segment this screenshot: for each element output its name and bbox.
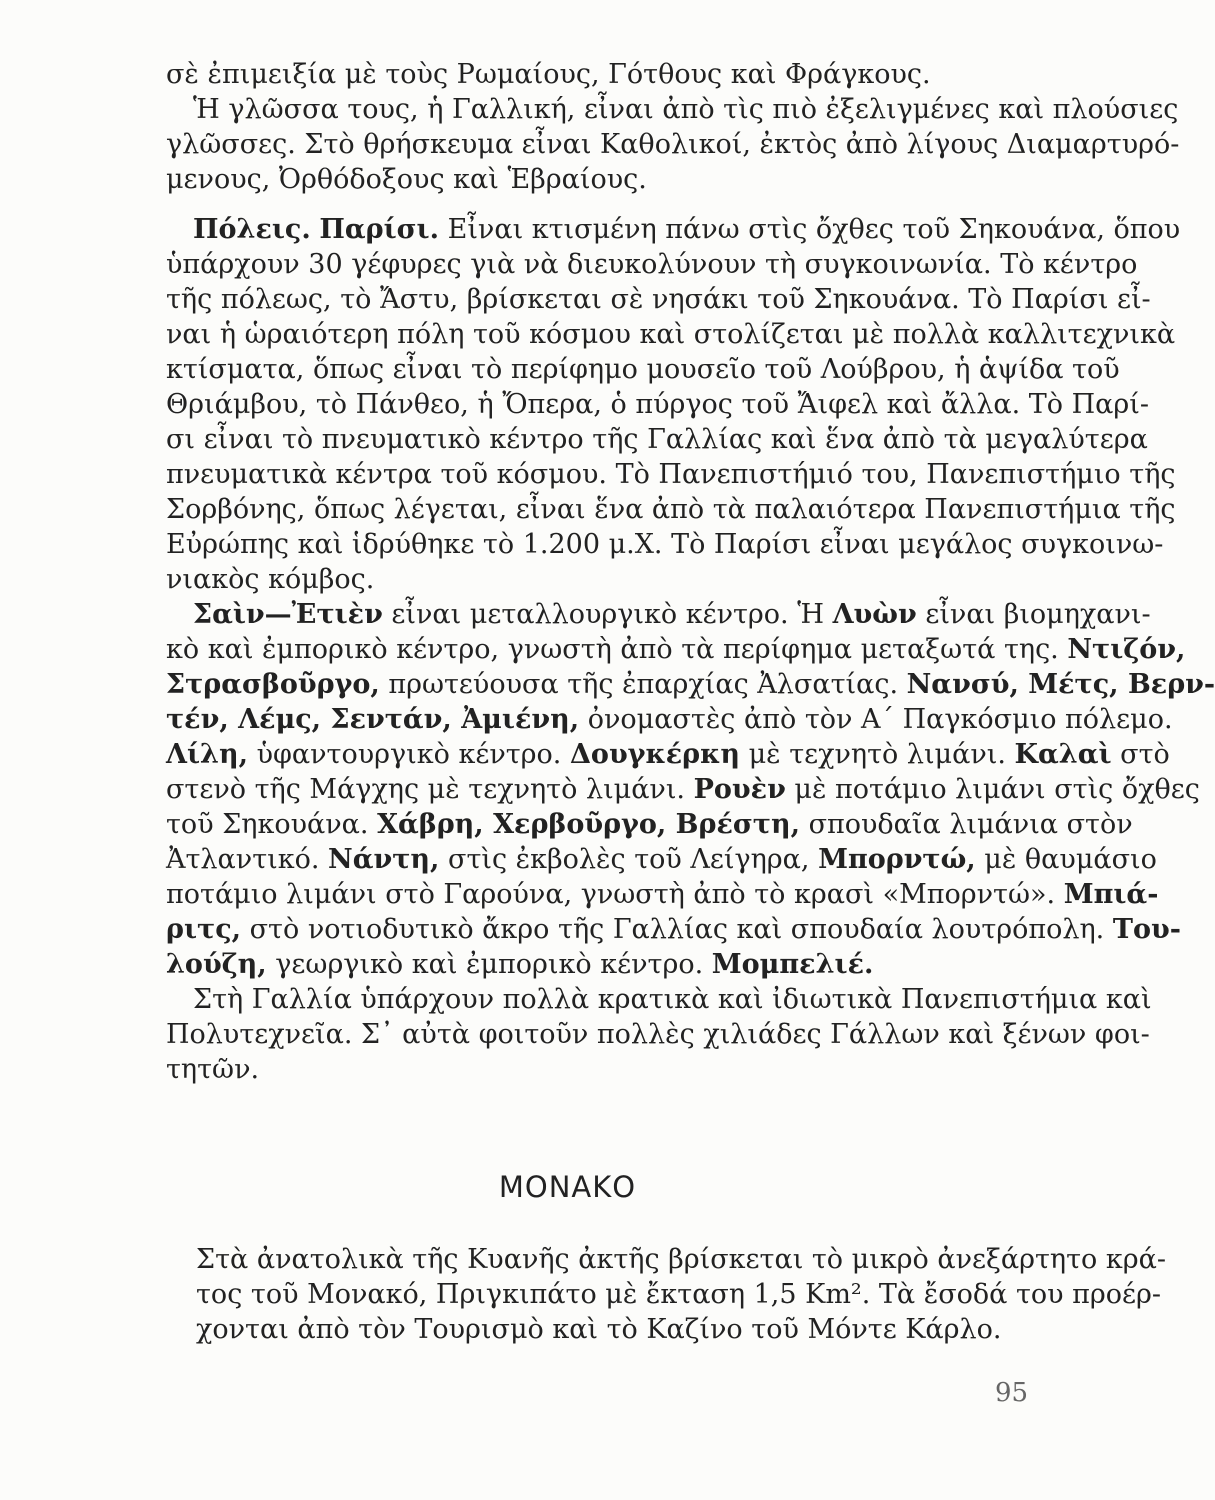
text-line: τος τοῦ Μονακό, Πριγκιπάτο μὲ ἔκταση 1,5 Km². Τὰ ἔσοδά του προέρ-	[196, 1279, 1162, 1310]
cities-line: τοῦ Σηκουάνα. Χάβρη, Χερβοῦργο, Βρέστη, σπουδαῖα λιμάνια στὸν	[166, 809, 1133, 840]
cities-line: ριτς, στὸ νοτιοδυτικὸ ἄκρο τῆς Γαλλίας καὶ σπουδαία λουτρόπολη. Του-	[166, 914, 1181, 945]
text-line: Εὐρώπης καὶ ἱδρύθηκε τὸ 1.200 μ.Χ. Τὸ Παρίσι εἶναι μεγάλος συγκοινω-	[166, 529, 1164, 560]
text-line: σὲ ἐπιμειξία μὲ τοὺς Ρωμαίους, Γότθους καὶ Φράγκους.	[166, 59, 931, 90]
paris-first-line: Πόλεις. Παρίσι. Εἶναι κτισμένη πάνω στὶς ὄχθες τοῦ Σηκουάνα, ὅπου	[193, 214, 1181, 245]
text-line: Σορβόνης, ὅπως λέγεται, εἶναι ἕνα ἀπὸ τὰ παλαιότερα Πανεπιστήμια τῆς	[166, 494, 1176, 525]
text-line: ὑπάρχουν 30 γέφυρες γιὰ νὰ διευκολύνουν τὴ συγκοινωνία. Τὸ κέντρο	[166, 249, 1138, 280]
cities-line: ποτάμιο λιμάνι στὸ Γαρούνα, γνωστὴ ἀπὸ τὸ κρασὶ «Μπορντώ». Μπιά-	[166, 879, 1159, 910]
text-line: Στὰ ἀνατολικὰ τῆς Κυανῆς ἀκτῆς βρίσκεται τὸ μικρὸ ἀνεξάρτητο κρά-	[196, 1244, 1166, 1275]
text-line: τῆς πόλεως, τὸ Ἄστυ, βρίσκεται σὲ νησάκι τοῦ Σηκουάνα. Τὸ Παρίσι εἶ-	[166, 284, 1151, 315]
cities-line: Σαὶν—Ἐτιὲν εἶναι μεταλλουργικὸ κέντρο. Ἡ Λυὼν εἶναι βιομηχανι-	[193, 599, 1151, 630]
text-line: χονται ἀπὸ τὸν Τουρισμὸ καὶ τὸ Καζίνο τοῦ Μόντε Κάρλο.	[196, 1314, 1002, 1345]
text-line: Ἡ γλῶσσα τους, ἡ Γαλλική, εἶναι ἀπὸ τὶς πιὸ ἐξελιγμένες καὶ πλούσιες	[193, 94, 1179, 125]
cities-line: κὸ καὶ ἐμπορικὸ κέντρο, γνωστὴ ἀπὸ τὰ περίφημα μεταξωτά της. Ντιζόν,	[166, 634, 1186, 665]
cities-line: λούζη, γεωργικὸ καὶ ἐμπορικὸ κέντρο. Μομπελιέ.	[166, 949, 874, 980]
cities-heading: Πόλεις.	[193, 214, 311, 245]
section-heading-monaco: ΜΟΝΑΚΟ	[498, 1170, 637, 1204]
text-line: γλῶσσες. Στὸ θρήσκευμα εἶναι Καθολικοί, ἐκτὸς ἀπὸ λίγους Διαμαρτυρό-	[166, 129, 1180, 160]
text-line: τητῶν.	[166, 1054, 260, 1085]
text-line: Πολυτεχνεῖα. Σ᾽ αὐτὰ φοιτοῦν πολλὲς χιλιάδες Γάλλων καὶ ξένων φοι-	[166, 1019, 1150, 1050]
text-line: Στὴ Γαλλία ὑπάρχουν πολλὰ κρατικὰ καὶ ἰδιωτικὰ Πανεπιστήμια καὶ	[193, 984, 1152, 1015]
cities-line: στενὸ τῆς Μάγχης μὲ τεχνητὸ λιμάνι. Ρουὲν μὲ ποτάμιο λιμάνι στὶς ὄχθες	[166, 774, 1200, 805]
text-line: μενους, Ὀρθόδοξους καὶ Ἑβραίους.	[166, 164, 647, 195]
page-number: 95	[995, 1378, 1029, 1408]
cities-line: τέν, Λέμς, Σεντάν, Ἀμιένη, ὀνομαστὲς ἀπὸ τὸν Α΄ Παγκόσμιο πόλεμο.	[166, 704, 1173, 735]
text-line: Θριάμβου, τὸ Πάνθεο, ἡ Ὄπερα, ὁ πύργος τοῦ Ἄιφελ καὶ ἄλλα. Τὸ Παρί-	[166, 389, 1149, 420]
text-line: σι εἶναι τὸ πνευματικὸ κέντρο τῆς Γαλλίας καὶ ἕνα ἀπὸ τὰ μεγαλύτερα	[166, 424, 1148, 455]
text-line: πνευματικὰ κέντρα τοῦ κόσμου. Τὸ Πανεπιστήμιό του, Πανεπιστήμιο τῆς	[166, 459, 1176, 490]
text-line: νιακὸς κόμβος.	[166, 564, 375, 595]
cities-line: Ἀτλαντικό. Νάντη, στὶς ἐκβολὲς τοῦ Λείγηρα, Μπορντώ, μὲ θαυμάσιο	[166, 844, 1157, 875]
cities-line: Λίλη, ὑφαντουργικὸ κέντρο. Δουγκέρκη μὲ τεχνητὸ λιμάνι. Καλαὶ στὸ	[166, 739, 1170, 770]
text-line: κτίσματα, ὅπως εἶναι τὸ περίφημο μουσεῖο τοῦ Λούβρου, ἡ ἁψίδα τοῦ	[166, 354, 1120, 385]
paris-heading: Παρίσι.	[319, 214, 440, 245]
text-line: ναι ἡ ὡραιότερη πόλη τοῦ κόσμου καὶ στολίζεται μὲ πολλὰ καλλιτεχνικὰ	[166, 319, 1176, 350]
cities-line: Στρασβοῦργο, πρωτεύουσα τῆς ἐπαρχίας Ἀλσατίας. Νανσύ, Μέτς, Βερν-	[166, 669, 1215, 700]
